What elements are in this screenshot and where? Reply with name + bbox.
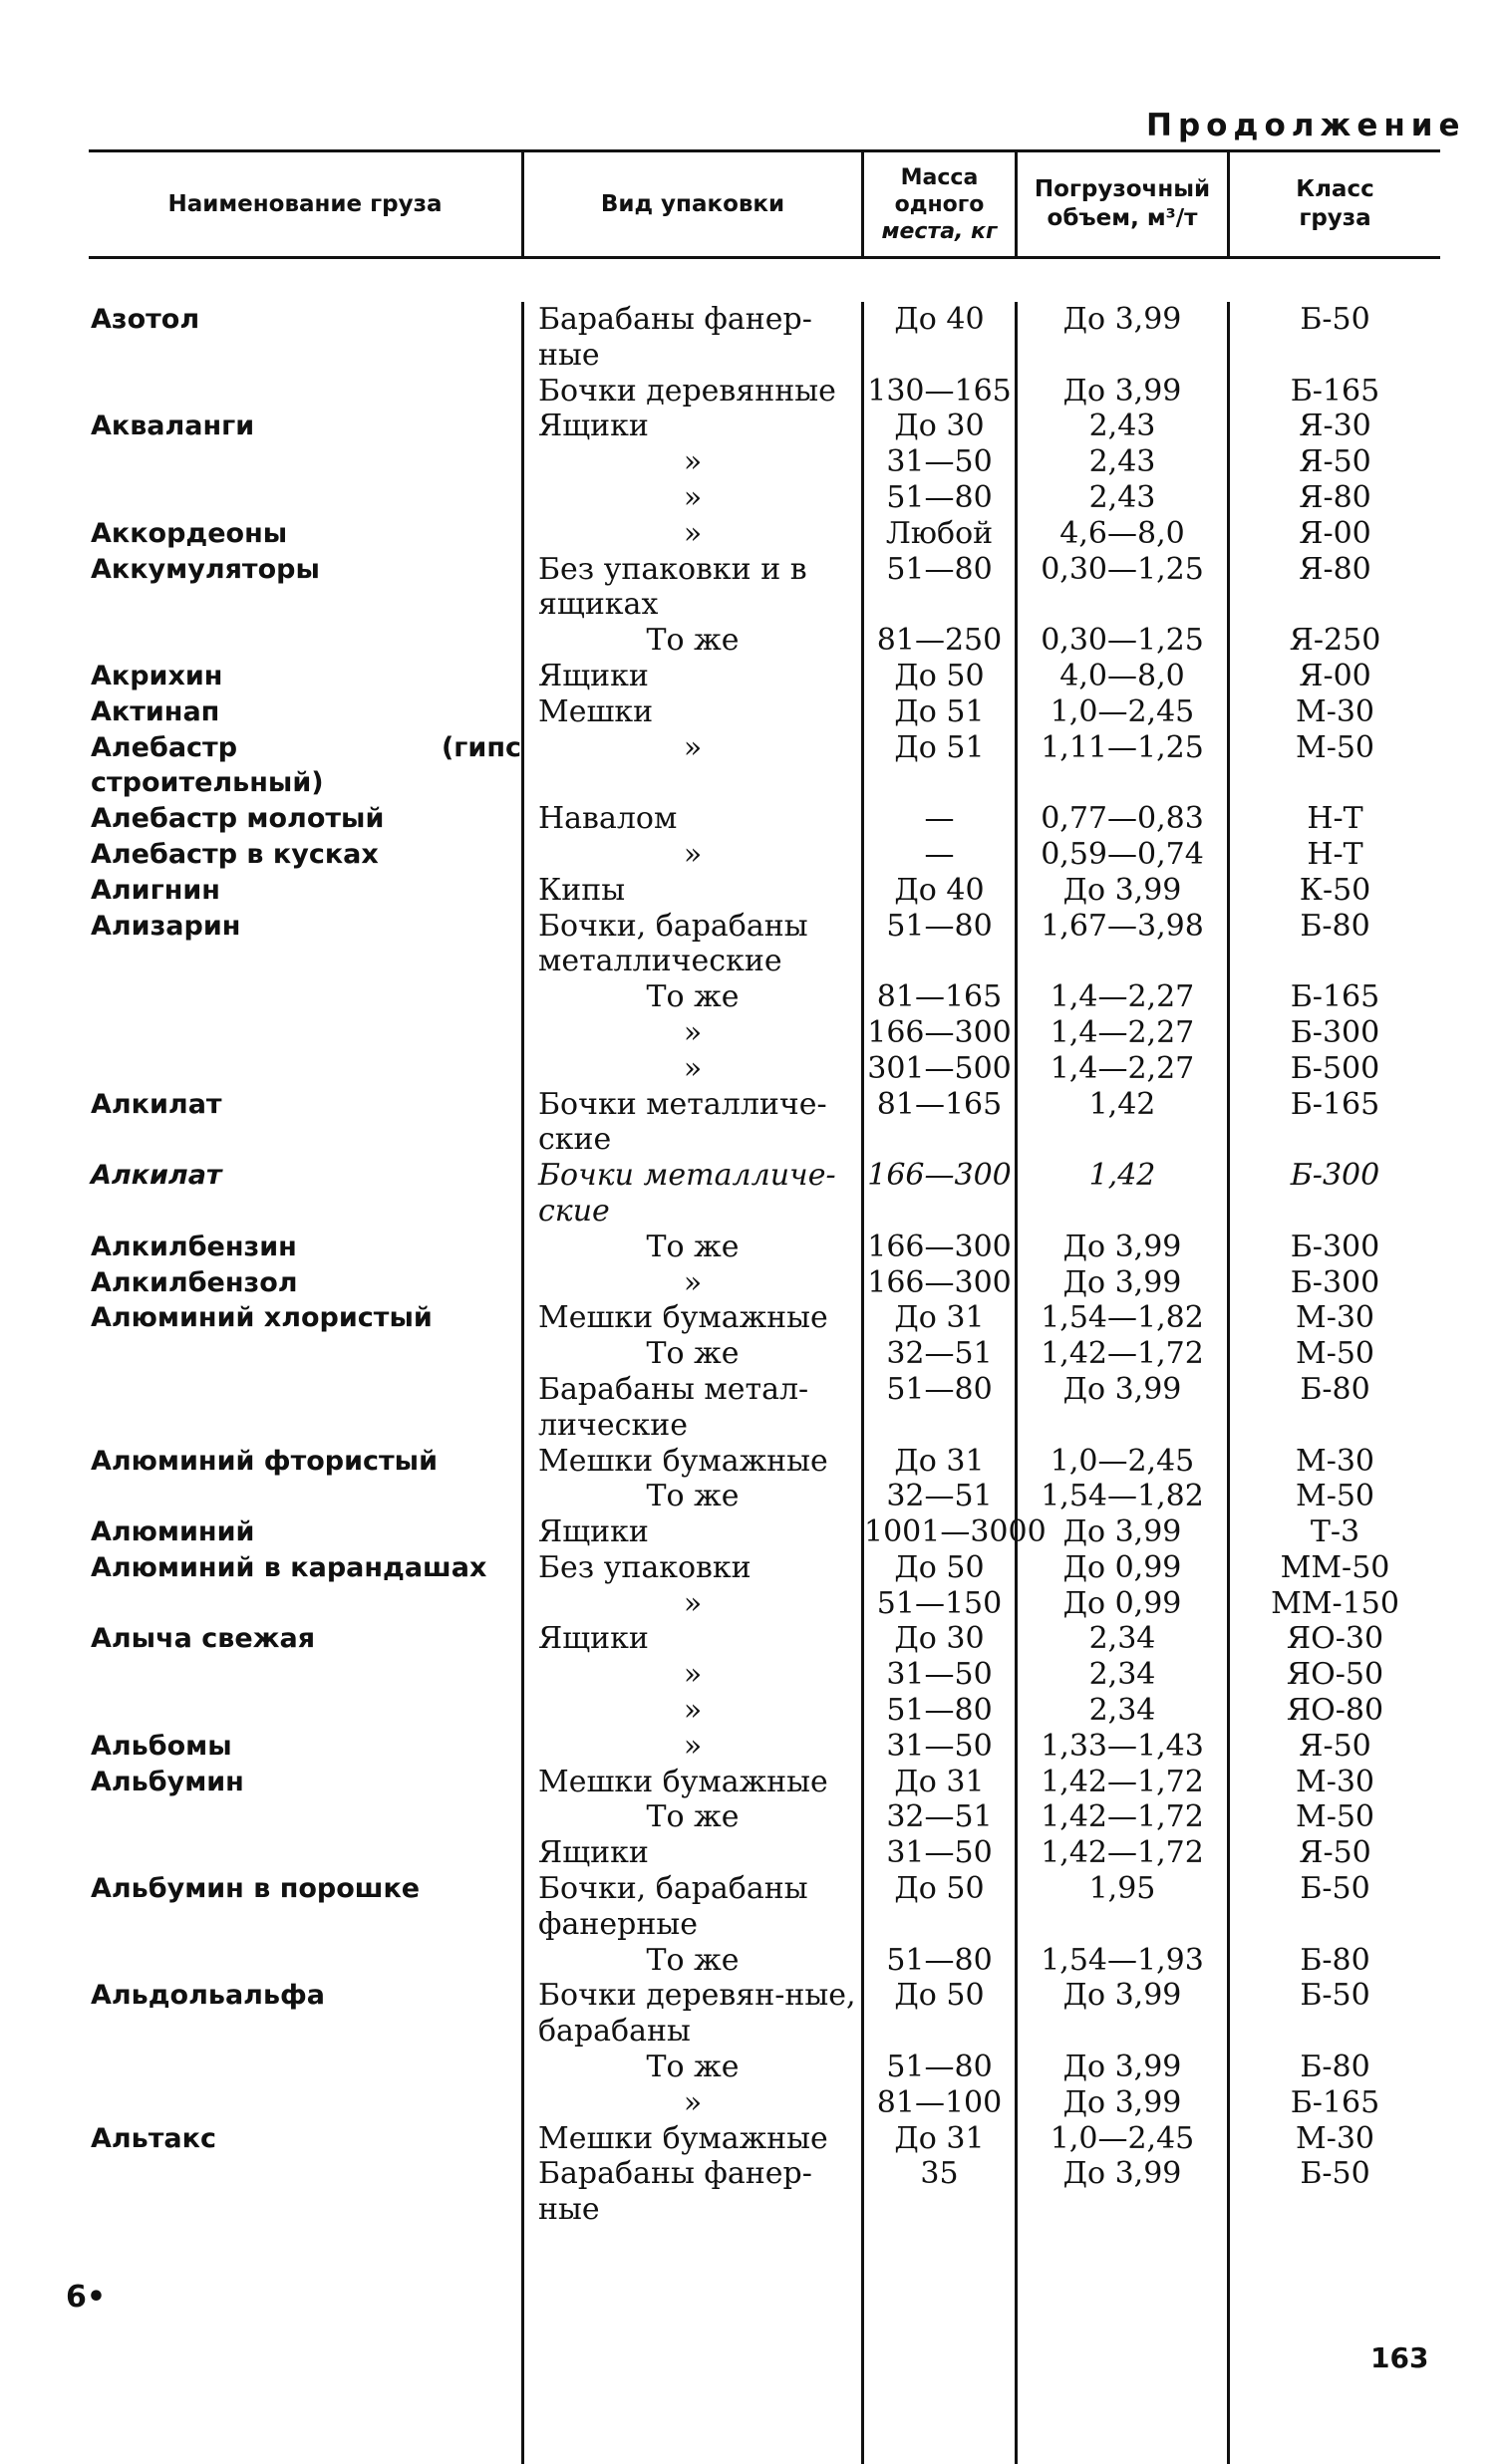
cell-class: Н-Т [1307,836,1363,872]
cell-cargo-name [89,623,521,659]
cell-mass: Любой [885,515,994,551]
cell-cargo-name [89,1479,521,1514]
cell-class: М-50 [1295,1799,1375,1835]
cell-packaging: Ящики [538,409,649,444]
cell-mass: 166—300 [867,1229,1012,1264]
column-volume [1015,302,1227,2464]
cell-volume: 1,0—2,45 [1050,693,1195,729]
cell-cargo-name: Алебастр (гипс строительный) [91,731,521,799]
table-body [89,259,1440,2464]
cell-cargo-name: Алюминий хлористый [91,1302,433,1334]
cell-packaging: Мешки [538,693,654,729]
cell-class: ММ-150 [1271,1585,1399,1621]
cell-packaging: То же [646,1479,740,1514]
cell-class: Я-250 [1289,623,1381,659]
cell-class: Б-80 [1300,1371,1370,1407]
cell-cargo-name: Алюминий [91,1516,255,1548]
cell-mass: До 51 [894,693,985,729]
cell-packaging: Барабаны фанер-ные [538,302,812,373]
cell-class: К-50 [1299,872,1371,908]
cell-cargo-name: Акрихин [91,660,223,691]
cell-class: М-30 [1295,1300,1375,1336]
cell-mass: 81—250 [876,623,1003,659]
cell-packaging: То же [646,2050,740,2085]
cell-cargo-name [89,1799,521,1835]
cell-packaging: » [683,515,703,551]
cell-class: Н-Т [1307,801,1363,837]
cell-class: Б-500 [1290,1050,1380,1086]
continued-label: Продолжение [1146,108,1466,143]
cell-cargo-name [89,1015,521,1051]
cell-volume: 0,30—1,25 [1041,551,1204,587]
cell-volume: 1,42—1,72 [1041,1835,1204,1871]
header-name: Наименование груза [167,190,443,217]
cell-packaging: Бочки металличе-ские [538,1086,827,1158]
column-packaging [521,302,861,2464]
page-number: 163 [1370,2341,1429,2374]
cell-packaging: Мешки бумажные [538,1300,828,1336]
cell-mass: 51—150 [876,1585,1003,1621]
cell-volume: До 3,99 [1062,2156,1182,2192]
cell-mass: До 50 [894,1549,985,1585]
cell-packaging: » [683,1264,703,1300]
cell-class: Я-00 [1299,658,1371,693]
cell-volume: До 3,99 [1062,872,1182,908]
signature-mark: 6• [66,2280,107,2315]
cell-cargo-name: Алебастр молотый [91,803,385,835]
cell-cargo-name [89,1943,521,1979]
cell-class: Я-80 [1299,551,1371,587]
cell-mass: До 31 [894,1300,985,1336]
cell-mass: 31—50 [886,444,993,480]
cell-class: Б-50 [1300,1978,1370,2014]
cargo-table [89,149,1440,2464]
cell-class: Б-165 [1290,373,1380,409]
cell-volume: До 0,99 [1062,1549,1182,1585]
cell-cargo-name [89,444,521,480]
cell-packaging: » [683,729,703,765]
cell-mass: До 50 [894,658,985,693]
cell-packaging: Бочки деревян-ные, барабаны [538,1978,856,2050]
cell-volume: До 3,99 [1062,1229,1182,1264]
cell-mass: До 51 [894,729,985,765]
cell-volume: До 3,99 [1062,373,1182,409]
column-name [89,302,521,2464]
cell-volume: До 3,99 [1062,1264,1182,1300]
cell-volume: 2,34 [1088,1693,1156,1729]
cell-class: Б-165 [1290,2084,1380,2120]
cell-cargo-name [89,979,521,1015]
cell-cargo-name: Алыча свежая [91,1623,316,1655]
cell-cargo-name: Алкилат [91,1160,222,1192]
cell-packaging: Ящики [538,1835,649,1871]
cell-class: Б-50 [1300,302,1370,337]
cell-volume: 2,43 [1088,444,1156,480]
header-class: Класс груза [1227,152,1440,256]
cell-cargo-name: Альтакс [91,2122,216,2154]
cell-volume: До 3,99 [1062,2084,1182,2120]
cell-packaging: Барабаны фанер-ные [538,2156,812,2228]
cell-volume: 1,42—1,72 [1041,1799,1204,1835]
cell-class: М-30 [1295,2120,1375,2156]
cell-mass: 166—300 [867,1014,1012,1050]
cell-mass: 32—51 [886,1799,993,1835]
cell-class: Я-50 [1299,1728,1371,1764]
cell-volume: 2,34 [1088,1657,1156,1693]
cell-mass: До 31 [894,1764,985,1799]
cell-volume: 1,42—1,72 [1041,1336,1204,1372]
cell-cargo-name [89,1372,521,1444]
cell-volume: 1,42—1,72 [1041,1764,1204,1799]
cell-cargo-name: Алюминий в карандашах [91,1551,487,1583]
cell-cargo-name: Азотол [91,304,200,335]
cell-cargo-name: Актинап [91,695,220,727]
cell-class: М-30 [1295,1764,1375,1799]
cell-volume: 1,11—1,25 [1041,729,1204,765]
cell-volume: 1,4—2,27 [1050,979,1195,1015]
cell-class: М-50 [1295,1336,1375,1372]
header-mass: Масса одного места, кг [861,152,1015,256]
cell-class: М-50 [1295,729,1375,765]
column-class [1227,302,1440,2464]
cell-mass: 51—80 [886,1371,993,1407]
cell-volume: 1,42 [1088,1158,1156,1194]
cell-volume: 1,42 [1088,1086,1156,1122]
cell-packaging: То же [646,623,740,659]
cell-cargo-name: Аккумуляторы [91,553,320,585]
cell-volume: 0,59—0,74 [1041,836,1204,872]
cell-cargo-name: Альбумин в порошке [91,1873,421,1905]
cell-class: ЯО-30 [1286,1621,1384,1657]
cell-packaging: Мешки бумажные [538,2120,828,2156]
cell-cargo-name [89,1835,521,1871]
cell-cargo-name: Алебастр в кусках [91,838,379,870]
cell-cargo-name [89,374,521,410]
cell-class: Б-50 [1300,1871,1370,1907]
cell-mass: До 30 [894,409,985,444]
cell-volume: 2,43 [1088,479,1156,515]
cell-class: Я-30 [1299,409,1371,444]
cell-packaging: Мешки бумажные [538,1764,828,1799]
cell-class: ЯО-50 [1286,1657,1384,1693]
cell-class: Б-300 [1290,1158,1380,1194]
cell-cargo-name: Алкилат [91,1088,222,1120]
cell-class: ММ-50 [1280,1549,1390,1585]
cell-mass: — [924,801,955,837]
cell-cargo-name [89,2085,521,2121]
cell-mass: До 30 [894,1621,985,1657]
cell-packaging: Без упаковки и в ящиках [538,551,807,623]
cell-mass: 301—500 [867,1050,1012,1086]
cell-class: ЯО-80 [1286,1693,1384,1729]
cell-volume: До 3,99 [1062,2050,1182,2085]
cell-mass: 32—51 [886,1479,993,1514]
cell-volume: 1,54—1,93 [1041,1942,1204,1978]
cell-mass: 1001—3000 [864,1514,1047,1550]
cell-cargo-name: Алигнин [91,874,220,906]
cell-packaging: Бочки, барабаны фанерные [538,1871,808,1942]
cell-volume: 2,34 [1088,1621,1156,1657]
cell-class: Б-300 [1290,1014,1380,1050]
cell-packaging: То же [646,1229,740,1264]
cell-packaging: То же [646,979,740,1015]
cell-mass: 35 [920,2156,959,2192]
cell-volume: 1,54—1,82 [1041,1300,1204,1336]
cell-mass: 81—165 [876,1086,1003,1122]
cell-cargo-name: Акваланги [91,411,255,442]
cell-packaging: Ящики [538,1514,649,1550]
cell-cargo-name [89,1051,521,1087]
cell-cargo-name [89,2156,521,2228]
cell-volume: 1,4—2,27 [1050,1014,1195,1050]
cell-cargo-name: Алюминий фтористый [91,1445,439,1477]
cell-packaging: Бочки металличе-ские [538,1158,836,1229]
cell-packaging: » [683,1728,703,1764]
cell-packaging: То же [646,1799,740,1835]
cell-volume: До 3,99 [1062,302,1182,337]
cell-volume: До 3,99 [1062,1978,1182,2014]
cell-mass: 51—80 [886,908,993,944]
cell-cargo-name: Алкилбензин [91,1231,297,1262]
cell-mass: 51—80 [886,551,993,587]
cell-class: Б-80 [1300,908,1370,944]
header-volume: Погрузочный объем, м³/т [1015,152,1227,256]
cell-packaging: То же [646,1942,740,1978]
cell-class: Я-50 [1299,444,1371,480]
cell-cargo-name [89,1657,521,1693]
header-packaging: Вид упаковки [521,152,861,256]
cell-packaging: » [683,1657,703,1693]
cell-cargo-name [89,2050,521,2085]
cell-mass: 81—165 [876,979,1003,1015]
cell-class: М-30 [1295,1443,1375,1479]
cell-packaging: Бочки деревянные [538,373,836,409]
cell-mass: 31—50 [886,1835,993,1871]
cell-packaging: » [683,1693,703,1729]
cell-volume: 2,43 [1088,409,1156,444]
cell-mass: До 50 [894,1978,985,2014]
cell-class: М-50 [1295,1479,1375,1514]
cell-volume: 0,30—1,25 [1041,623,1204,659]
cell-packaging: То же [646,1336,740,1372]
cell-mass: 166—300 [867,1158,1012,1194]
cell-volume: 0,77—0,83 [1041,801,1204,837]
cell-packaging: » [683,1585,703,1621]
cell-volume: 1,54—1,82 [1041,1479,1204,1514]
cell-mass: До 31 [894,2120,985,2156]
cell-class: Я-50 [1299,1835,1371,1871]
cell-mass: 51—80 [886,1942,993,1978]
column-mass [861,302,1047,2464]
cell-volume: 4,0—8,0 [1059,658,1185,693]
cell-class: Я-00 [1299,515,1371,551]
cell-class: Т-3 [1310,1514,1360,1550]
cell-cargo-name [89,1693,521,1729]
cell-class: Б-80 [1300,1942,1370,1978]
cell-volume: 1,0—2,45 [1050,2120,1195,2156]
cell-packaging: » [683,479,703,515]
cell-mass: До 40 [894,872,985,908]
cell-packaging: » [683,1014,703,1050]
cell-cargo-name: Альбомы [91,1730,232,1762]
cell-mass: 51—80 [886,479,993,515]
cell-cargo-name: Альдольальфа [91,1980,326,2012]
cell-class: Б-50 [1300,2156,1370,2192]
cell-mass: 31—50 [886,1657,993,1693]
cell-volume: 1,33—1,43 [1041,1728,1204,1764]
cell-packaging: » [683,1050,703,1086]
cell-volume: До 3,99 [1062,1514,1182,1550]
cell-mass: 166—300 [867,1264,1012,1300]
cell-mass: 51—80 [886,1693,993,1729]
cell-class: Я-80 [1299,479,1371,515]
cell-cargo-name [89,1586,521,1622]
cell-packaging: Кипы [538,872,626,908]
cell-cargo-name: Ализарин [91,910,241,942]
cell-volume: До 0,99 [1062,1585,1182,1621]
cell-mass: — [924,836,955,872]
cell-class: М-30 [1295,693,1375,729]
cell-volume: 1,95 [1088,1871,1156,1907]
cell-packaging: » [683,836,703,872]
cell-cargo-name: Аккордеоны [91,517,288,549]
cell-packaging: » [683,2084,703,2120]
cell-packaging: Ящики [538,658,649,693]
cell-packaging: Ящики [538,1621,649,1657]
cell-class: Б-165 [1290,979,1380,1015]
cell-packaging: Без упаковки [538,1549,752,1585]
cell-cargo-name: Альбумин [91,1766,244,1797]
cell-mass: 130—165 [867,373,1012,409]
cell-volume: 1,0—2,45 [1050,1443,1195,1479]
cell-mass: 31—50 [886,1728,993,1764]
cell-class: Б-300 [1290,1264,1380,1300]
cell-class: Б-165 [1290,1086,1380,1122]
cell-packaging: Барабаны метал-лические [538,1371,809,1443]
cell-mass: До 40 [894,302,985,337]
cell-cargo-name [89,1336,521,1372]
cell-mass: 81—100 [876,2084,1003,2120]
cell-mass: До 50 [894,1871,985,1907]
cell-cargo-name: Алкилбензол [91,1266,298,1298]
cell-packaging: Мешки бумажные [538,1443,828,1479]
cell-volume: 4,6—8,0 [1059,515,1185,551]
table-header [89,152,1440,256]
cell-volume: До 3,99 [1062,1371,1182,1407]
cell-volume: 1,4—2,27 [1050,1050,1195,1086]
cell-mass: 51—80 [886,2050,993,2085]
cell-packaging: Навалом [538,801,678,837]
cell-cargo-name [89,480,521,516]
cell-packaging: » [683,444,703,480]
cell-volume: 1,67—3,98 [1041,908,1204,944]
cell-class: Б-300 [1290,1229,1380,1264]
cell-packaging: Бочки, барабаны металлические [538,908,808,979]
cell-mass: 32—51 [886,1336,993,1372]
cell-mass: До 31 [894,1443,985,1479]
cell-class: Б-80 [1300,2050,1370,2085]
